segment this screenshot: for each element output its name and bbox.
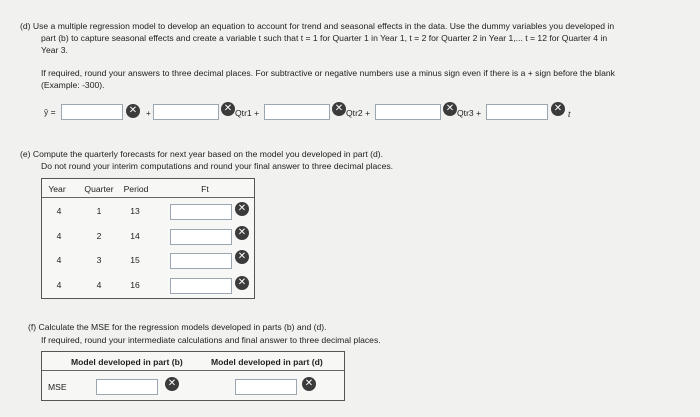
row2-period: 14 [130, 231, 140, 241]
t-label: t [568, 109, 571, 119]
row4-period: 16 [130, 280, 140, 290]
row1-period: 13 [130, 206, 140, 216]
row3-year: 4 [56, 255, 62, 265]
x-circle-icon: ✕ [443, 102, 457, 116]
part-d-round-line2: (Example: -300). [41, 80, 105, 90]
x-circle-icon: ✕ [235, 226, 249, 240]
row4-year: 4 [56, 280, 62, 290]
qtr3-label: Qtr3 + [457, 108, 482, 118]
col-header-model-b: Model developed in part (b) [71, 357, 183, 367]
col-header-quarter: Quarter [84, 184, 114, 194]
mse-header-divider [42, 370, 344, 371]
qtr1-label: Qtr1 + [235, 108, 260, 118]
x-circle-icon: ✕ [332, 102, 346, 116]
row4-quarter: 4 [96, 280, 102, 290]
t-coef-input[interactable] [486, 104, 548, 120]
mse-model-b-input[interactable] [96, 379, 158, 395]
row2-year: 4 [56, 231, 62, 241]
x-circle-icon: ✕ [302, 377, 316, 391]
x-circle-icon: ✕ [235, 276, 249, 290]
ft-input-q4[interactable] [170, 278, 232, 294]
part-e-line2: Do not round your interim computations and round your final answer to three decimal places. [41, 161, 394, 171]
row2-quarter: 2 [96, 231, 102, 241]
x-circle-icon: ✕ [126, 104, 140, 118]
part-f-line2: If required, round your intermediate calculations and final answer to three decimal places. [41, 335, 381, 345]
ft-input-q1[interactable] [170, 204, 232, 220]
qtr2-coef-input[interactable] [264, 104, 330, 120]
x-circle-icon: ✕ [165, 377, 179, 391]
mse-table [41, 351, 345, 401]
part-f-line1: (f) Calculate the MSE for the regression models developed in parts (b) and (d). [28, 322, 327, 332]
x-circle-icon: ✕ [221, 102, 235, 116]
mse-row-label: MSE [48, 382, 67, 392]
part-d-line1: (d) Use a multiple regression model to develop an equation to account for trend and seasonal effects in the data. Use the dummy variables you developed in [20, 21, 615, 31]
col-header-year: Year [48, 184, 66, 194]
col-header-ft: Ft [201, 184, 209, 194]
ft-input-q2[interactable] [170, 229, 232, 245]
part-e-line1: (e) Compute the quarterly forecasts for next year based on the model you developed in part (d). [20, 149, 384, 159]
table-header-divider [42, 197, 254, 198]
intercept-input[interactable] [61, 104, 123, 120]
part-d-line3: Year 3. [41, 45, 68, 55]
row3-period: 15 [130, 255, 140, 265]
row1-quarter: 1 [96, 206, 102, 216]
col-header-model-d: Model developed in part (d) [211, 357, 323, 367]
ft-input-q3[interactable] [170, 253, 232, 269]
part-d-line2: part (b) to capture seasonal effects and create a variable t such that t = 1 for Quarter 1 in Year 1, t = 2 for Quarter 2 in Year 1,... t = 12 for Quarter 4 in [41, 33, 608, 43]
x-circle-icon: ✕ [235, 202, 249, 216]
col-header-period: Period [123, 184, 149, 194]
x-circle-icon: ✕ [551, 102, 565, 116]
x-circle-icon: ✕ [235, 250, 249, 264]
plus-sign: + [146, 109, 151, 118]
qtr2-label: Qtr2 + [346, 108, 371, 118]
qtr3-coef-input[interactable] [375, 104, 441, 120]
mse-model-d-input[interactable] [235, 379, 297, 395]
row3-quarter: 3 [96, 255, 102, 265]
qtr1-coef-input[interactable] [153, 104, 219, 120]
part-d-round-line1: If required, round your answers to three decimal places. For subtractive or negative numbers use a minus sign even if there is a + sign before the blank [41, 68, 615, 78]
row1-year: 4 [56, 206, 62, 216]
yhat-label: ŷ = [44, 107, 56, 117]
